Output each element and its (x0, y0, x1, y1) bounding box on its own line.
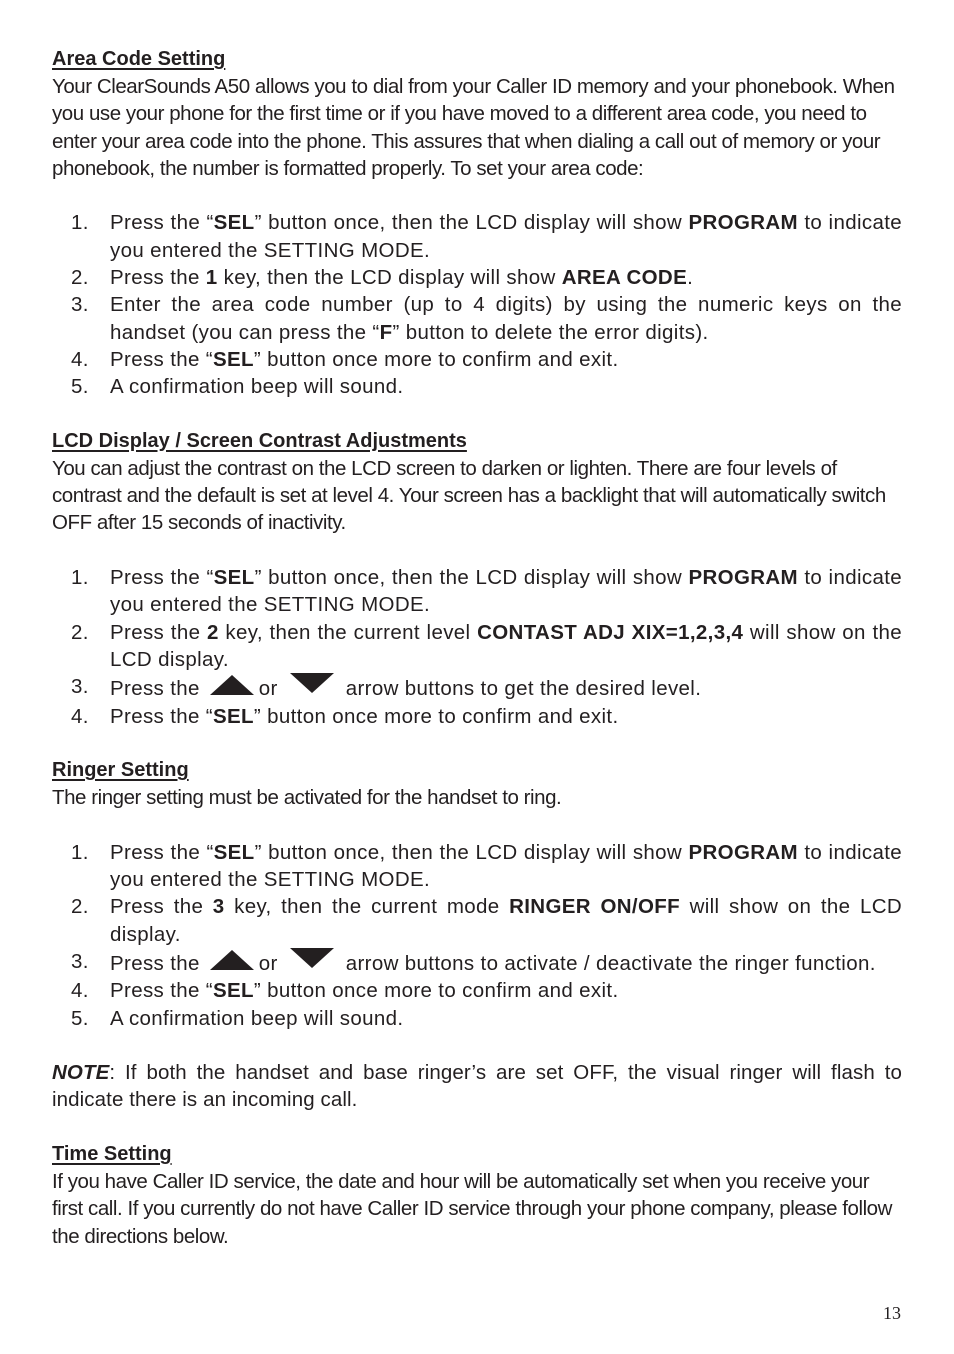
list-item: 1. Press the “SEL” button once, then the LCD display will show PROGRAM to indicate you entered the SETTING MODE. (71, 566, 903, 617)
lcd-contrast-intro: You can adjust the contrast on the LCD screen to darken or lighten. There are four levels of contrast and the default is set at level 4. Your screen has a backlight that will automatically switch OFF after 15 seconds of inactivity. (52, 456, 886, 535)
list-item: 1. Press the “SEL” button once, then the LCD display will show PROGRAM to indicate you entered the SETTING MODE. (71, 211, 903, 262)
ringer-note (52, 1059, 902, 1114)
step-number: 5. (71, 375, 89, 399)
time-intro: If you have Caller ID service, the date and hour will be automatically set when you receive your first call. If you currently do not have Caller ID service through your phone company, please follow the directions below. (52, 1169, 892, 1248)
list-item: 5. A confirmation beep will sound. (52, 373, 902, 400)
list-item: 4. Press the “SEL” button once more to confirm and exit. (52, 977, 902, 1004)
area-code-steps (52, 209, 902, 400)
page-content (52, 46, 902, 1250)
down-arrow-icon (290, 673, 334, 693)
list-item: 3. Press the or arrow buttons to activate / deactivate the ringer function. (71, 949, 876, 975)
step-number: 2. (71, 620, 89, 644)
step-number: 4. (71, 979, 89, 1003)
lcd-contrast-heading: LCD Display / Screen Contrast Adjustments (52, 429, 467, 452)
lcd-contrast-steps (52, 564, 902, 730)
ringer-heading: Ringer Setting (52, 759, 189, 782)
area-code-intro: Your ClearSounds A50 allows you to dial from your Caller ID memory and your phonebook. When you use your phone for the first time or if you have moved to a different area code, you need to enter your area code into the phone. This assures that when dialing a call out of memory or your phonebook, the number is formatted properly. To set your area code: (52, 75, 895, 180)
list-item: 2. Press the 1 key, then the LCD display will show AREA CODE. (52, 264, 902, 291)
list-item: 1. Press the “SEL” button once, then the LCD display will show PROGRAM to indicate you entered the SETTING MODE. (71, 840, 903, 892)
step-number: 3. (71, 949, 89, 973)
up-arrow-icon (210, 675, 254, 695)
list-item: 5. A confirmation beep will sound. (52, 1005, 902, 1032)
ringer-intro: The ringer setting must be activated for the handset to ring. (52, 786, 562, 810)
step-number: 2. (71, 266, 89, 290)
step-number: 3. (71, 675, 89, 699)
note-text: : If both the handset and base ringer’s are set OFF, the visual ringer will flash to indicate there is an incoming call. (52, 1061, 902, 1112)
list-item: 2. Press the 3 key, then the current mode RINGER ON/OFF will show on the LCD display. (71, 895, 902, 946)
up-arrow-icon (210, 950, 254, 970)
down-arrow-icon (290, 948, 334, 968)
step-number: 5. (71, 1006, 89, 1030)
step-number: 2. (71, 895, 89, 919)
step-number: 1. (71, 566, 89, 590)
note-label: NOTE (52, 1061, 110, 1085)
step-number: 3. (71, 293, 89, 317)
list-item: 2. Press the 2 key, then the current level CONTAST ADJ XIX=1,2,3,4 will show on the LCD display. (71, 620, 902, 671)
area-code-heading: Area Code Setting (52, 48, 226, 70)
ringer-steps (52, 839, 902, 1032)
list-item: 4. Press the “SEL” button once more to confirm and exit. (52, 346, 902, 373)
page-number: 13 (883, 1303, 901, 1323)
step-number: 4. (71, 704, 89, 728)
list-item: 3. Enter the area code number (up to 4 digits) by using the numeric keys on the handset (you can press the “F” button to delete the error digits). (71, 293, 902, 344)
step-number: 1. (71, 840, 89, 864)
step-number: 1. (71, 211, 89, 235)
time-heading: Time Setting (52, 1142, 172, 1165)
list-item: 3. Press the or arrow buttons to get the desired level. (71, 675, 702, 701)
step-number: 4. (71, 347, 89, 371)
list-item: 4. Press the “SEL” button once more to confirm and exit. (52, 703, 902, 730)
